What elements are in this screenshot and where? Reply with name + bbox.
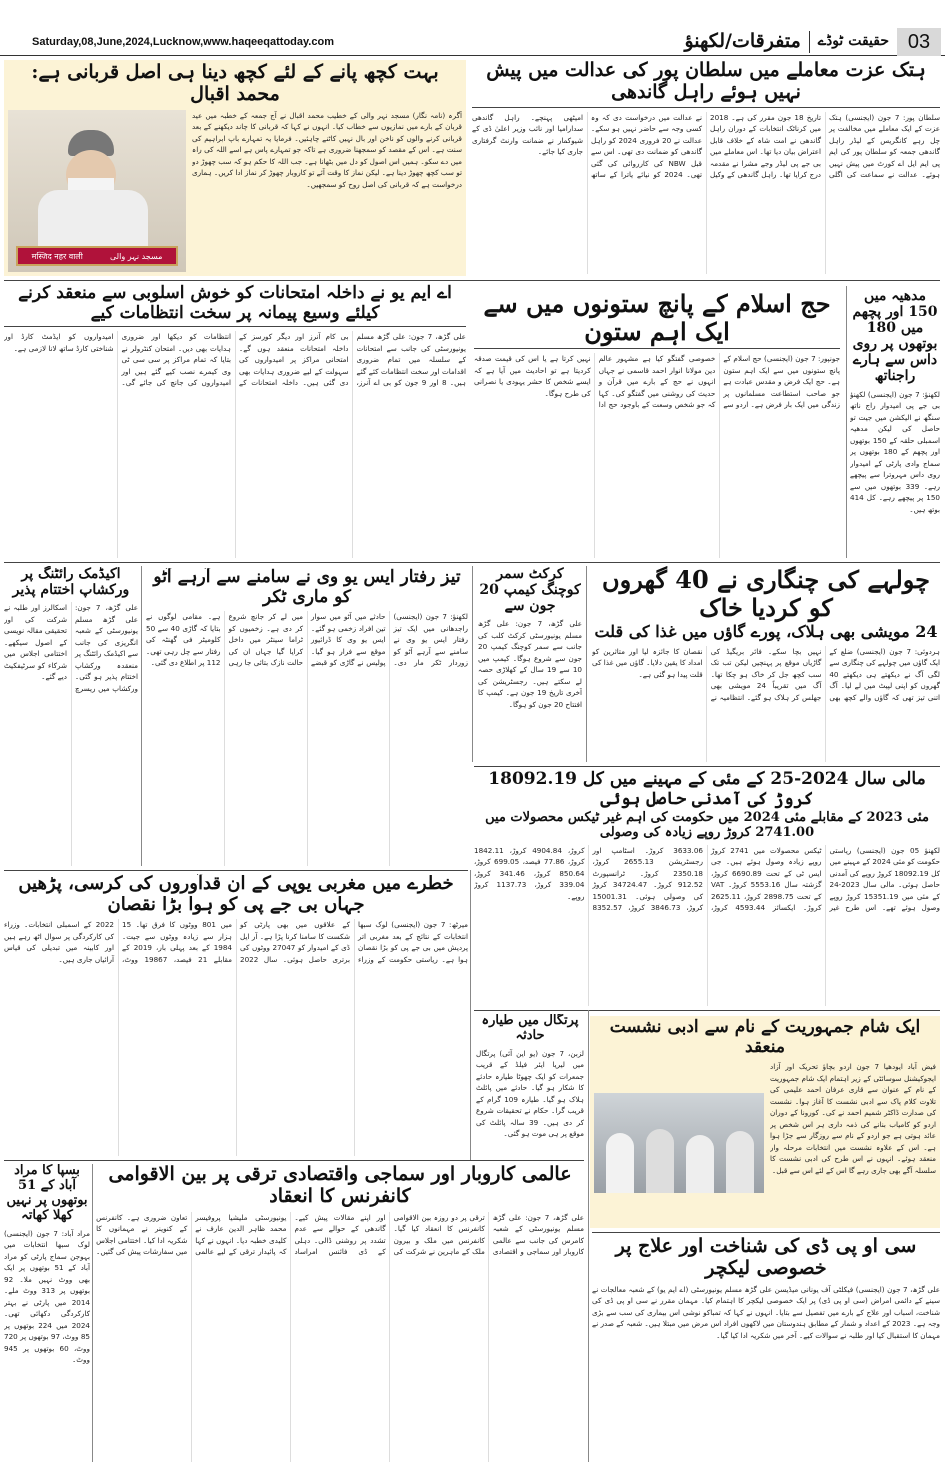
headline-bsp: بسپا کا مراد آباد کے 51 بوتھوں پر نہیں کھلا کھاتہ — [6, 1164, 88, 1223]
headline-copd: سی او پی ڈی کی شناخت اور علاج پر خصوصی لیکچر — [615, 1236, 917, 1279]
section-title: متفرقات/لکھنؤ — [684, 29, 801, 52]
story-madhya — [850, 288, 940, 558]
story-body-iqbal: آگرہ (نامہ نگار) مسجد نہر والی کے خطیب محمد اقبال نے آج جمعہ کے خطبہ میں عید قربان کے بارے میں نمازیوں سے خطاب کیا۔ انہوں نے کہا کہ قربانی کا چاند دیکھنے کے بعد قربانی کرنے والوں کو ناخن اور بال نہیں کاٹنے چاہئیں۔ فرمایا یہ تمہارے باپ ابراہیم کی سنت ہے۔ اس کے مقصد کو سمجھنا ضروری ہے تاکہ جو تمہارے پاس ہے اسے اللہ کی راہ میں دے سکو۔ ہمیں اس اصول کو دل میں بٹھانا ہے۔ جب اللہ کا حکم ہو کہ سب چھوڑ دو تو سب کچھ چھوڑ دینا ہے۔ لیکن نماز کا وقت آئے تو کاروبار چھوڑ کر نماز ادا کریں۔ ہماری درخواست ہے کہ قربانی کی اصل روح کو سمجھیں۔ — [192, 110, 462, 189]
story-fire — [592, 566, 940, 762]
story-body-auto: لکھنؤ: 7 جون (ایجنسی) راجدھانی میں ایک تیز رفتار ایس یو وی نے سامنے سے آرہے آٹو کو زوردار ٹکر مار دی۔ حادثے میں آٹو میں سوار تین افراد زخمی ہو گئے۔ ایس یو وی کا ڈرائیور موقع سے فرار ہو گیا۔ پولیس نے گاڑی کو قبضے میں لے کر جانچ شروع کر دی ہے۔ زخمیوں کو ٹراما سینٹر میں داخل کرایا گیا جہاں ان کی حالت نازک بتائی جا رہی ہے۔ مقامی لوگوں نے بتایا کہ گاڑی 40 سے 50 کلومیٹر فی گھنٹہ کی رفتار سے چل رہی تھی۔ 112 پر اطلاع دی گئی۔ — [146, 612, 468, 668]
story-conference — [96, 1164, 584, 1462]
speaker-photo — [8, 110, 186, 272]
story-body-madhya: لکھنؤ: 7 جون (ایجنسی) لکھنؤ بی جے پی امیدوار راج ناتھ سنگھ نے الیکشن میں جیت تو حاصل کی لیکن مدھیہ اسمبلی حلقہ کے 150 بوتھوں اور پچھم کے 180 بوتھوں پر سماج وادی پارٹی کے امیدوار روی داس مہروترا سے پیچھے رہے۔ 339 بوتھوں میں سے 150 پر پیچھے رہے۔ کل 414 بوتھ ہیں۔ — [850, 389, 940, 514]
headline-fire: چولہے کی چنگاری نے 40 گھروں کو کردیا خاک — [601, 566, 930, 622]
story-body-hajj: جونپور: 7 جون (ایجنسی) حج اسلام کے پانچ ستونوں میں سے ایک اہم ستون ہے۔ حج ایک فرض و مقدس عبادت ہے جو صاحب استطاعت مسلمانوں پر زندگی میں ایک بار فرض ہے۔ اردو سے خصوصی گفتگو کیا ہے مشہور عالم دین مولانا انوار احمد قاسمی نے جہاں انہوں نے حج کے بارے میں قرآن و حدیث کی روشنی میں گفتگو کی۔ کہا کہ جو شخص وسعت کے باوجود حج ادا نہیں کرتا ہے یا اس کی قیمت صدقہ کردیتا ہے تو احادیث میں آیا ہے کہ ایسے شخص کا حشر یہودی یا نصرانی کی طرح ہوگا۔ — [474, 354, 840, 410]
headline-academic: اکیڈمک رائٹنگ پر ورکشاپ اختتام پذیر — [12, 566, 130, 599]
story-portugal — [476, 1014, 584, 1162]
story-body-portugal: لزبن، 7 جون (یو این آئی) پرتگال میں لیریا ایئر فیلڈ کے قریب جمعرات کو ایک چھوٹا طیارہ حادثے کا شکار ہو گیا۔ حادثے میں پائلٹ ہلاک ہو گیا۔ طیارہ 109 گرام کے قریب گرا۔ حکام نے تحقیقات شروع کر دی ہیں۔ 39 سالہ پائلٹ کی موقع پر ہی موت ہو گئی۔ — [476, 1048, 584, 1139]
story-body-rahul: سلطان پور: 7 جون (ایجنسی) ہتک عزت کے ایک معاملے میں مخالفت پر چل رہے کانگریس کے لیڈر راہل گاندھی جمعہ کو سلطان پور کی ایم پی ایم ایل اے کورٹ میں پیش نہیں ہوئے۔ عدالت نے سماعت کی اگلی تاریخ 18 جون مقرر کی ہے۔ 2018 میں کرناٹک انتخابات کے دوران راہل گاندھی نے امت شاہ کے خلاف قابل اعتراض بیان دیا تھا۔ اس معاملے میں بی جے پی لیڈر وجے مشرا نے مقدمہ درج کرایا تھا۔ راہل گاندھی کے وکیل نے عدالت میں درخواست دی کہ وہ کسی وجہ سے حاضر نہیں ہو سکے۔ عدالت نے 20 فروری 2024 کو راہل گاندھی کو ضمانت دی تھی۔ اس سے قبل NBW کی کارروائی کی گئی تھی۔ 2024 کو نیائے یاترا کے ساتھ امیٹھی پہنچے۔ راہل گاندھی سدارامیا اور نائب وزیر اعلیٰ ڈی کے شیوکمار نے ضمانت وارنٹ گرفتاری جاری کیا جائے۔ — [472, 112, 940, 180]
headline-madhya: مدھیہ میں 150 اور پچھم میں 180 بوتھوں پر روی داس سے ہارے راجناتھ — [852, 288, 938, 385]
story-iqbal — [4, 60, 466, 276]
subhead-fire: 24 مویشی بھی ہلاک، پورے گاؤں میں غذا کی قلت — [594, 622, 938, 642]
date-line: Saturday,08,June,2024,Lucknow,www.haqeeqattoday.com — [32, 35, 334, 48]
story-body-cricket: علی گڑھ، 7 جون: علی گڑھ مسلم یونیورسٹی کرکٹ کلب کی جانب سے سمر کوچنگ کیمپ 20 جون سے شروع ہوگا۔ کیمپ میں 10 سے 19 سال کے کھلاڑی حصہ لے سکتے ہیں۔ رجسٹریشن کی آخری تاریخ 19 جون ہے۔ کیمپ کا افتتاح 20 جون کو ہوگا۔ — [478, 619, 582, 709]
caption-hindi: मस्जिद नहर वाली — [31, 251, 83, 261]
page-header — [0, 28, 945, 56]
story-hajj — [474, 290, 840, 558]
story-rahul — [472, 60, 940, 274]
story-body-revenue: لکھنؤ 05 جون (ایجنسی) ریاستی حکومت کو مئی 2024 کے مہینے میں کل 18092.19 کروڑ روپے کی آمدنی حاصل ہوئی۔ مالی سال 2023-24 کے مئی میں 15351.19 کروڑ روپے وصول ہوئے تھے۔ اس طرح غیر ٹیکس محصولات میں 2741 کروڑ روپے زیادہ وصول ہوئے ہیں۔ جی ایس ٹی کے تحت 6690.89 کروڑ، گزشتہ سال 5553.16 کروڑ۔ VAT کے تحت 2898.75 کروڑ، 2625.11 کروڑ۔ ایکسائز 4593.44 کروڑ، 3633.06 کروڑ۔ اسٹامپ اور رجسٹریشن 2655.13 کروڑ، 2350.18 کروڑ۔ ٹرانسپورٹ 912.52 کروڑ۔ 34724.47 کروڑ کی وصولی ہوئی۔ 15001.31 کروڑ، 3846.73 کروڑ، 8352.57 کروڑ، 4904.84 کروڑ، 1842.11 کروڑ، 77.86 فیصد، 699.05 کروڑ، 850.64 کروڑ، 341.46 کروڑ، 339.04 کروڑ، 1137.73 کروڑ روپے۔ — [474, 845, 940, 913]
event-photo — [594, 1093, 764, 1193]
story-body-bsp: مراد آباد: 7 جون (ایجنسی) لوک سبھا انتخابات میں بہوجن سماج پارٹی کو مراد آباد کے 51 بوتھوں پر ایک بھی ووٹ نہیں ملا۔ 92 بوتھوں پر 313 ووٹ ملے۔ 2014 میں پارٹی نے بہتر کارکردگی دکھائی تھی۔ 2024 میں 224 بوتھوں پر 85 ووٹ، 97 بوتھوں پر 720 ووٹ، 60 بوتھوں پر 945 ووٹ۔ — [4, 1228, 90, 1365]
headline-conference: عالمی کاروبار اور سماجی واقتصادی ترقی پر بین الاقوامی کانفرنس کا انعقاد — [108, 1164, 572, 1207]
story-academic — [4, 566, 138, 866]
mosque-nameplate — [16, 246, 178, 266]
headline-cricket: کرکٹ سمر کوچنگ کیمپ 20 جون سے — [479, 566, 581, 615]
story-body-fire: ہردوئی: 7 جون (ایجنسی) ضلع کے ایک گاؤں میں چولہے کی چنگاری سے لگی آگ نے دیکھتے ہی دیکھتے 40 گھروں کو اپنی لپیٹ میں لے لیا۔ آگ اتنی تیز تھی کہ گاؤں والے کچھ بھی نہیں بچا سکے۔ فائر بریگیڈ کی گاڑیاں موقع پر پہنچیں لیکن تب تک سب کچھ جل کر خاک ہو چکا تھا۔ آگ میں تقریباً 24 مویشی بھی جھلس کر ہلاک ہو گئے۔ انتظامیہ نے نقصان کا جائزہ لیا اور متاثرین کو امداد کا یقین دلایا۔ گاؤں میں غذا کی قلت پیدا ہو گئی ہے۔ — [592, 646, 940, 702]
story-cricket — [478, 566, 582, 762]
story-bsp — [4, 1164, 90, 1462]
headline-auto: تیز رفتار ایس یو وی نے سامنے سے آرہے آٹو کو ماری ٹکر — [153, 568, 461, 607]
headline-shaam: ایک شام جمہوریت کے نام سے ادبی نشست منعقد — [609, 1017, 921, 1057]
headline-portugal: پرتگال میں طیارہ حادثہ — [481, 1014, 579, 1043]
headline-hajj: حج اسلام کے پانچ ستونوں میں سے ایک اہم ستون — [483, 290, 831, 346]
headline-iqbal: بہت کچھ پانے کے لئے کچھ دینا ہی اصل قربانی ہے: محمد اقبال — [31, 61, 439, 105]
story-body-conference: علی گڑھ، 7 جون: علی گڑھ مسلم یونیورسٹی کے شعبہ کامرس کی جانب سے عالمی کاروبار اور سماجی و اقتصادی ترقی پر دو روزہ بین الاقوامی کانفرنس کا انعقاد کیا گیا۔ کانفرنس میں ملک و بیرون ملک کے ماہرین نے شرکت کی اور اپنے مقالات پیش کیے۔ گاندھی کے حوالے سے عدم تشدد پر روشنی ڈالی۔ دہلی کے ڈی فائنس امراساد یونیورسٹی ملیشیا پروفیسر محمد ظاہر الدین عارف نے کلیدی خطبہ دیا۔ انہوں نے کہا کہ پائیدار ترقی کے لیے عالمی تعاون ضروری ہے۔ کانفرنس کے کنوینر نے مہمانوں کا شکریہ ادا کیا۔ اختتامی اجلاس میں سفارشات پیش کی گئیں۔ — [96, 1212, 584, 1257]
newspaper-logo: حقیقت ٹوڈے — [817, 33, 889, 50]
story-body-shaam: فیض آباد ایودھیا 7 جون اردو بچاؤ تحریک اور آزاد ایجوکیشنل سوسائٹی کے زیر اہتمام ایک شام جمہوریت کے نام کے عنوان سے قاری عرفان احمد علیمی کی تلاوت کلام پاک سے ادبی نشست کا آغاز ہوا۔ نشست کی صدارت ڈاکٹر شمیم احمد نے کی۔ کورونا کے دوران اردو کو کامیاب بنانے کی ذمہ داری ہر اس شخص پر عائد ہوتی ہے جو اردو کے نام سے روزگار سے جڑا ہوا ہے۔ اس کے علاوہ نشست میں انتخابات مرحلہ وار منعقد ہوئے۔ انہوں نے اس طرح کی ادبی نشست کا سلسلہ آگے بھی جاری رہے گا اس کے لئے اس سے قبل۔ — [770, 1062, 936, 1175]
story-auto — [146, 568, 468, 866]
story-body-academic: علی گڑھ، 7 جون: علی گڑھ مسلم یونیورسٹی کے شعبہ انگریزی کی جانب سے اکیڈمک رائٹنگ پر منعقدہ ورکشاپ اختتام پذیر ہو گئی۔ ورکشاپ میں ریسرچ اسکالرز اور طلبہ نے شرکت کی اور تحقیقی مقالہ نویسی کے اصول سیکھے۔ اختتامی اجلاس میں شرکاء کو سرٹیفکیٹ دیے گئے۔ — [4, 603, 138, 693]
headline-up: خطرے میں مغربی یوپی کے ان قدآوروں کی کرسی، پڑھیں جہاں بی جے پی کو ہوا بڑا نقصان — [18, 874, 454, 915]
story-up — [4, 874, 468, 1156]
story-shaam — [590, 1016, 940, 1228]
headline-amu: اے ایم یو نے داخلہ امتحانات کو خوش اسلوبی سے منعقد کرنے کیلئے وسیع پیمانہ پر سخت انتظامات کیے — [18, 284, 452, 323]
story-revenue — [474, 770, 940, 1006]
story-copd — [592, 1236, 940, 1462]
story-body-copd: علی گڑھ، 7 جون (ایجنسی) فیکلٹی آف یونانی میڈیسن علی گڑھ مسلم یونیورسٹی (اے ایم یو) کے شعبہ معالجات نے سینے کے دائمی امراض (سی او پی ڈی) پر ایک خصوصی لیکچر کا اہتمام کیا۔ مہمان مقرر نے سی او پی ڈی کی شناخت، اسباب اور علاج کے بارے میں تفصیل سے بتایا۔ انہوں نے کہا کہ تمباکو نوشی اس بیماری کی سب سے بڑی وجہ ہے۔ 2023 کے اعداد و شمار کے مطابق ہندوستان میں لاکھوں افراد اس مرض میں مبتلا ہیں۔ شعبہ کے صدر نے مہمان کا استقبال کیا اور طلبہ نے سوالات کیے۔ آخر میں شکریہ ادا کیا گیا۔ — [592, 1284, 940, 1340]
subhead-revenue: مئی 2023 کے مقابلے مئی 2024 میں حکومت کی اہم غیر ٹیکس محصولات میں 2741.00 کروڑ روپے زیادہ کی وصولی — [485, 810, 929, 841]
story-amu — [4, 284, 466, 558]
headline-rahul: ہتک عزت معاملے میں سلطان پور کی عدالت میں پیش نہیں ہوئے راہل گاندھی — [486, 60, 926, 103]
story-body-up: میرٹھ: 7 جون (ایجنسی) لوک سبھا انتخابات کے نتائج کے بعد مغربی اتر پردیش میں بی جے پی کو بڑا نقصان ہوا ہے۔ ریاستی حکومت کے وزراء کے علاقوں میں بھی پارٹی کو شکست کا سامنا کرنا پڑا ہے۔ آر ایل ڈی کے امیدوار کو 27047 ووٹوں کی برتری حاصل ہوئی۔ سال 2022 میں 801 ووٹوں کا فرق تھا۔ 15 ہزار سے زیادہ ووٹوں سے جیت۔ 1984 کے بعد پہلی بار، 2019 کے مقابلے 21 فیصد، 19867 ووٹ، 2022 کے اسمبلی انتخابات۔ وزراء کی کارکردگی پر سوال اٹھ رہے ہیں اور کابینہ میں تبدیلی کی قیاس آرائیاں جاری ہیں۔ — [4, 920, 468, 964]
page-number: 03 — [897, 28, 941, 56]
caption-urdu: مسجد نہر والی — [110, 251, 163, 261]
story-body-amu: علی گڑھ، 7 جون: علی گڑھ مسلم یونیورسٹی کی جانب سے امتحانات کے سلسلہ میں تمام ضروری اقدامات اور سخت انتظامات کئے گئے ہیں۔ 8 اور 9 جون کو بی اے آنرز، بی کام آنرز اور دیگر کورسز کے داخلہ امتحانات منعقد ہوں گے۔ امتحانی مراکز پر امیدواروں کی سہولت کے لیے ضروری ہدایات بھی دی گئی ہیں۔ داخلہ امتحانات کے انتظامات کو دیکھا اور ضروری ہدایات بھی دیں۔ امتحان کنٹرولر نے بتایا کہ تمام مراکز پر سی سی ٹی وی کیمرے نصب کیے گئے ہیں اور امیدواروں کی جانچ کی جائے گی۔ امیدواروں کو ایڈمٹ کارڈ اور شناختی کارڈ ساتھ لانا لازمی ہے۔ — [4, 332, 466, 388]
headline-revenue: مالی سال 2024-25 کے مئی کے مہینے میں کل 18092.19 کروڑ کی آمدنی حاصل ہوئی — [488, 770, 926, 809]
